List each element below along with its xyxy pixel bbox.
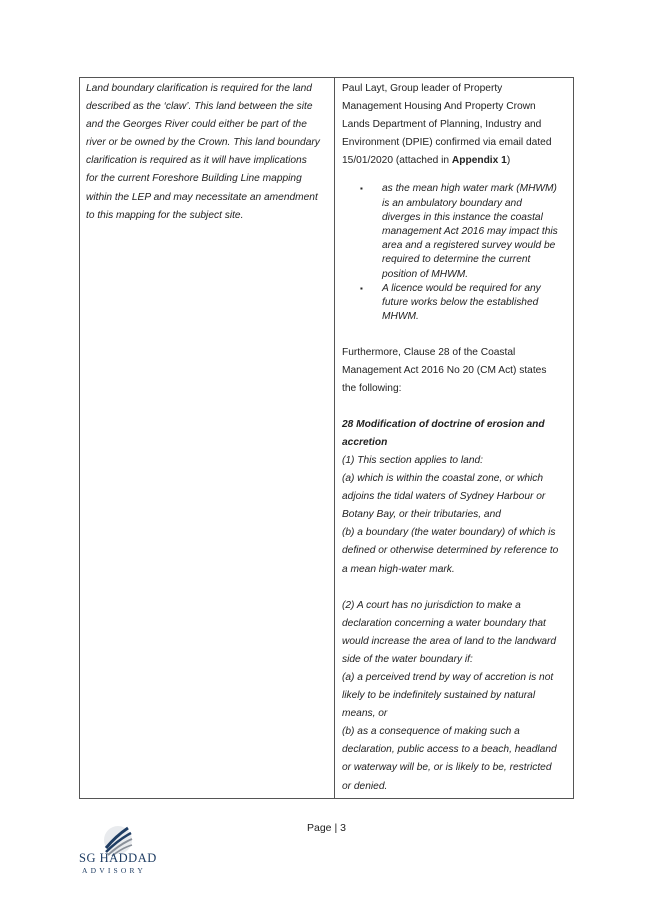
bullet-line: position of MHWM. <box>382 268 469 280</box>
furthermore-line: Furthermore, Clause 28 of the Coastal <box>342 346 516 358</box>
column-divider <box>334 77 335 799</box>
left-line: within the LEP and may necessitate an amendment <box>86 191 318 203</box>
clause-line: defined or otherwise determined by reference to <box>342 545 559 557</box>
left-line: described as the ‘claw’. This land between the site <box>86 101 313 113</box>
clause-line: would increase the area of land to the landward <box>342 635 557 647</box>
bullet-item <box>342 282 570 325</box>
clause-line: means, or <box>342 708 388 720</box>
left-line: clarification is required as it will have implications <box>86 155 307 167</box>
bullet-line: as the mean high water mark (MHWM) <box>382 183 557 195</box>
bullet-list <box>342 182 570 324</box>
bullet-line: MHWM. <box>382 311 419 323</box>
clause-heading: 28 Modification of doctrine of erosion and <box>342 418 545 430</box>
clause-line: or waterway will be, or is likely to be, restricted <box>342 762 552 774</box>
left-cell <box>86 80 334 225</box>
intro-suffix: ) <box>506 155 511 167</box>
bullet-line: is an ambulatory boundary and <box>382 197 522 209</box>
right-cell <box>342 80 570 796</box>
left-line: for the current Foreshore Building Line mapping <box>86 173 302 185</box>
bullet-marker: ▪ <box>360 283 363 293</box>
intro-line: Paul Layt, Group leader of Property <box>342 83 503 94</box>
logo-name: SG HADDAD <box>79 851 157 865</box>
clause-line: or denied. <box>342 780 388 792</box>
intro-line: Environment (DPIE) confirmed via email dated <box>342 137 552 149</box>
clause-line: (a) which is within the coastal zone, or which <box>342 473 544 485</box>
bullet-line: area and a registered survey would be <box>382 240 556 252</box>
bullet-line: diverges in this instance the coastal <box>382 211 543 223</box>
clause-line: (2) A court has no jurisdiction to make a <box>342 599 521 611</box>
intro-prefix: 15/01/2020 (attached in <box>342 155 452 167</box>
furthermore-line: Management Act 2016 No 20 (CM Act) states <box>342 364 547 376</box>
clause-line: likely to be indefinitely sustained by natural <box>342 690 536 702</box>
clause-heading: accretion <box>342 436 388 448</box>
bullet-item <box>342 182 570 281</box>
intro-line: Lands Department of Planning, Industry and <box>342 119 542 131</box>
page-number: Page | 3 <box>307 822 346 834</box>
intro-line-last <box>342 152 570 170</box>
left-line: Land boundary clarification is required for the land <box>86 83 312 94</box>
clause-line: (b) a boundary (the water boundary) of which is <box>342 527 556 539</box>
clause-line: side of the water boundary if: <box>342 653 473 665</box>
left-line: to this mapping for the subject site. <box>86 209 244 221</box>
intro-line: Management Housing And Property Crown <box>342 101 536 113</box>
clause-line: (b) as a consequence of making such a <box>342 726 520 738</box>
logo-sub: ADVISORY <box>82 866 146 875</box>
bullet-line: management Act 2016 may impact this <box>382 226 558 238</box>
clause-line: (1) This section applies to land: <box>342 454 483 466</box>
bullet-marker: ▪ <box>360 184 363 194</box>
clause-line: (a) a perceived trend by way of accretion is not <box>342 672 554 683</box>
appendix-ref: Appendix 1 <box>451 155 507 167</box>
clause-line: Botany Bay, or their tributaries, and <box>342 509 501 521</box>
clause-line: adjoins the tidal waters of Sydney Harbour or <box>342 491 546 503</box>
bullet-line: future works below the established <box>382 297 539 309</box>
clause-line: a mean high-water mark. <box>342 563 455 575</box>
clause-line: declaration concerning a water boundary that <box>342 617 546 629</box>
bullet-line: A licence would be required for any <box>382 282 541 294</box>
clause-line: declaration, public access to a beach, headland <box>342 744 557 756</box>
furthermore-line: the following: <box>342 382 402 394</box>
content-table <box>79 77 574 799</box>
left-line: and the Georges River could either be part of the <box>86 119 307 131</box>
left-line: river or be owned by the Crown. This land boundary <box>86 137 320 149</box>
bullet-line: required to determine the current <box>382 254 531 266</box>
